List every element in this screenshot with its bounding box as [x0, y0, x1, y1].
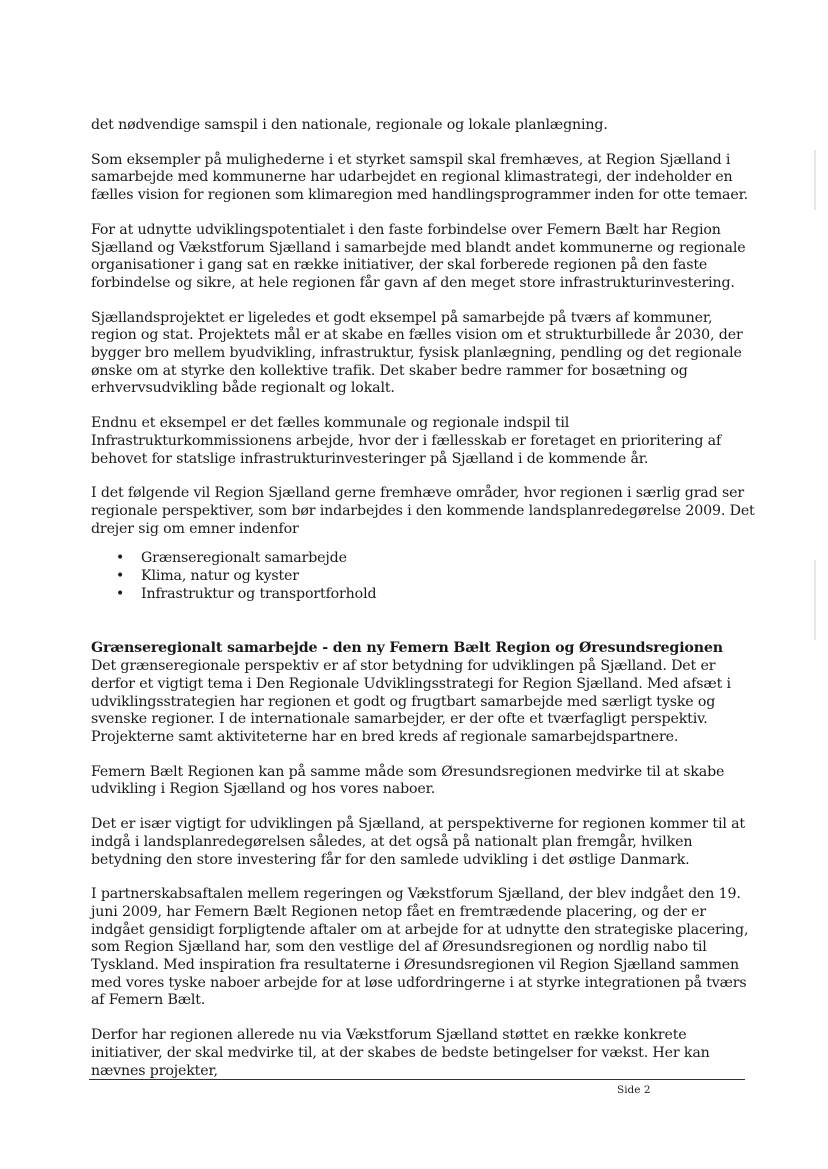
list-item: • Klima, natur og kyster [116, 568, 299, 585]
footer-rule [89, 1079, 745, 1080]
bullet-icon: • [116, 585, 125, 602]
paragraph: For at udnytte udviklingspotentialet i den faste forbindelse over Femern Bælt har Region Sjælland og Vækstforum Sjælland i samarbejde med blandt andet kommunerne og regionale organisationer i gang sat en række initiativer, der skal forberede regionen på den faste forbindelse og sikre, at hele regionen får gavn af den meget store infrastrukturinvestering. [91, 221, 746, 291]
page-body [91, 117, 757, 1097]
paragraph: Som eksempler på mulighederne i et styrket samspil skal fremhæves, at Region Sjælland i samarbejde med kommunerne har udarbejdet en regional klimastrategi, der indeholder en fælles vision for regionen som klimaregion med handlingsprogrammer inden for otte temaer. [91, 151, 749, 204]
page-number: Side 2 [617, 1084, 651, 1096]
topic-list [91, 550, 757, 603]
scan-edge-mark [814, 150, 816, 210]
list-item: • Infrastruktur og transportforhold [116, 585, 377, 602]
list-item: • Grænseregionalt samarbejde [116, 550, 347, 567]
scan-edge-mark [814, 560, 816, 640]
paragraph: det nødvendige samspil i den nationale, regionale og lokale planlægning. [91, 117, 608, 133]
bullet-icon: • [116, 568, 125, 585]
paragraph: Det grænseregionale perspektiv er af stor betydning for udviklingen på Sjælland. Det er derfor et vigtigt tema i Den Regionale Udviklingsstrategi for Region Sjælland. Med afsæt i udviklingsstrategien har regionen et godt og frugtbart samarbejde med særligt tyske og svenske regioner. I de internationale samarbejder, er der ofte et tværfagligt perspektiv. Projekterne samt aktiviteterne har en bred kreds af regionale samarbejdspartnere. [91, 658, 731, 745]
paragraph: Derfor har regionen allerede nu via Vækstforum Sjælland støttet en række konkrete initiativer, der skal medvirke til, at der skabes de bedste betingelser for vækst. Her kan nævnes projekter, [91, 1027, 710, 1079]
paragraph: Det er især vigtigt for udviklingen på Sjælland, at perspektiverne for regionen kommer til at indgå i landsplanredegørelsen således, at det også på nationalt plan fremgår, hvilken betydning den store investering får for den samlede udvikling i det østlige Danmark. [91, 816, 745, 868]
paragraph: I partnerskabsaftalen mellem regeringen og Vækstforum Sjælland, der blev indgået den 19. juni 2009, har Femern Bælt Regionen netop fået en fremtrædende placering, og der er indgået gensidigt forpligtende aftaler om at arbejde for at udnytte den strategiske placering, som Region Sjælland har, som den vestlige del af Øresundsregionen og nordlig nabo til Tyskland. Med inspiration fra resultaterne i Øresundsregionen vil Region Sjælland sammen med vores tyske naboer arbejde for at løse udfordringerne i at styrke integrationen på tværs af Femern Bælt. [91, 886, 749, 1009]
paragraph: Endnu et eksempel er det fælles kommunale og regionale indspil til Infrastrukturkommissionens arbejde, hvor der i fællesskab er foretaget en prioritering af behovet for statslige infrastrukturinvesteringer på Sjælland i de kommende år. [91, 415, 722, 467]
paragraph: I det følgende vil Region Sjælland gerne fremhæve områder, hvor regionen i særlig grad ser regionale perspektiver, som bør indarbejdes i den kommende landsplanredegørelse 2009. Det drejer sig om emner indenfor [91, 485, 755, 537]
paragraph: Sjællandsprojektet er ligeledes et godt eksempel på samarbejde på tværs af kommuner, region og stat. Projektets mål er at skabe en fælles vision om et strukturbillede år 2030, der bygger bro mellem byudvikling, infrastruktur, fysisk planlægning, pendling og det regionale ønske om at styrke den kollektive trafik. Det skaber bedre rammer for bosætning og erhvervsudvikling både regionalt og lokalt. [91, 309, 743, 397]
paragraph: Femern Bælt Regionen kan på samme måde som Øresundsregionen medvirke til at skabe udvikling i Region Sjælland og hos vores naboer. [91, 763, 725, 798]
section-heading: Grænseregionalt samarbejde - den ny Femern Bælt Region og Øresundsregionen [91, 640, 723, 657]
bullet-icon: • [116, 550, 125, 567]
